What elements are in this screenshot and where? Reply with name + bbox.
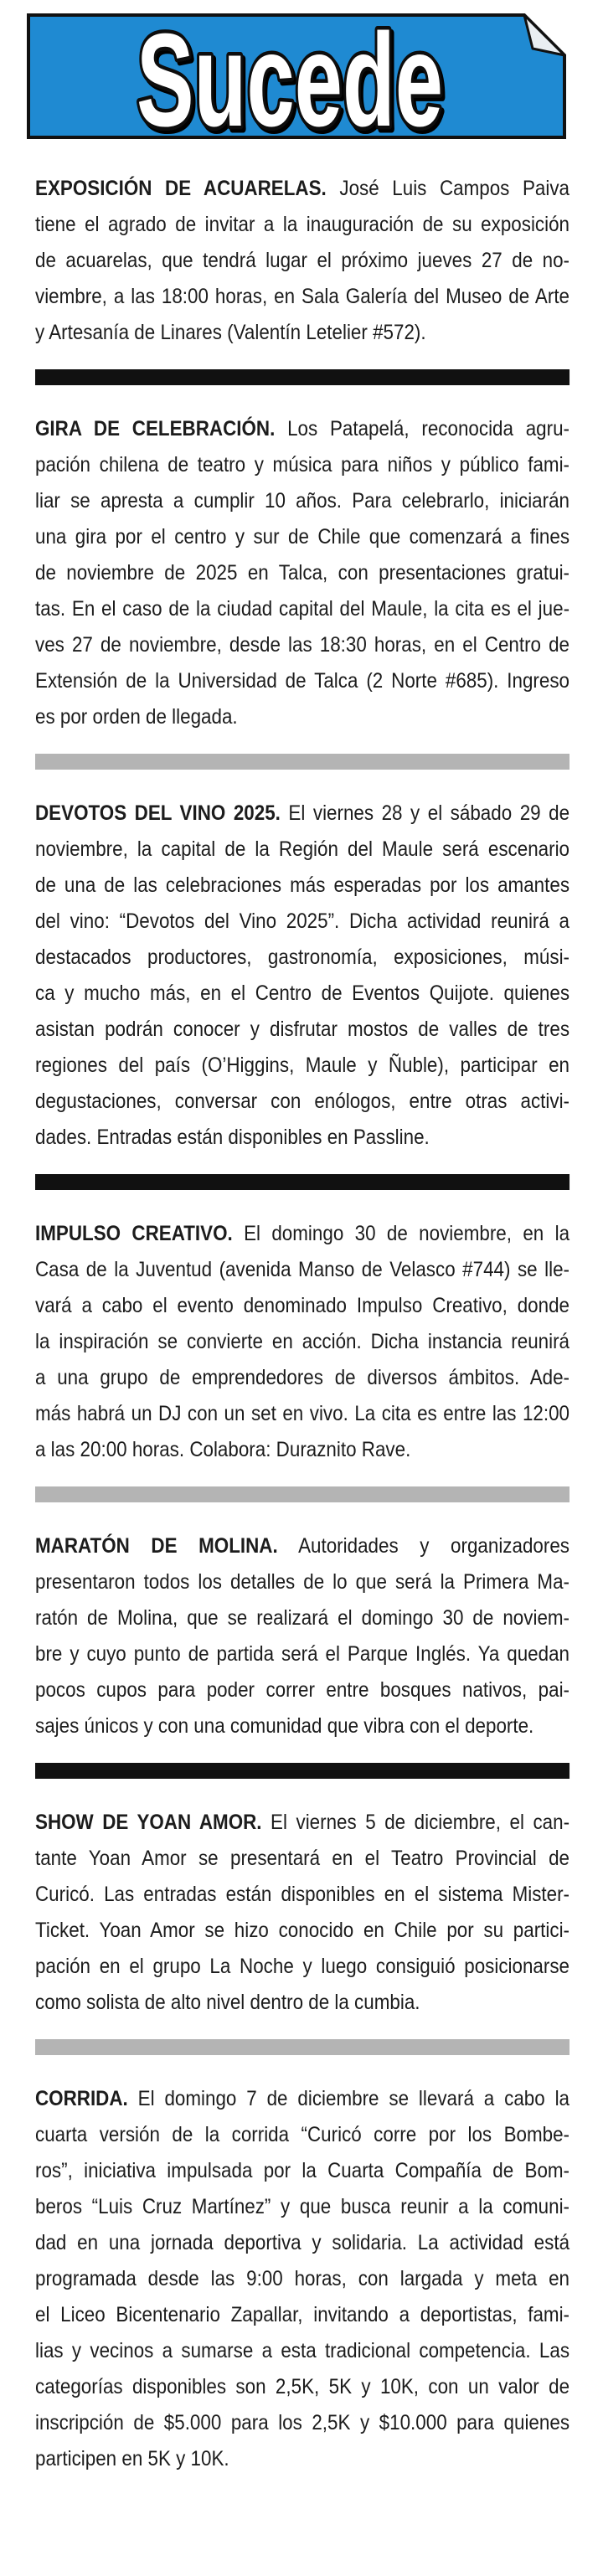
separator-bar (35, 754, 570, 770)
news-item-devotos-del-vino (35, 796, 570, 1156)
item-title: GIRA DE CELEBRACIÓN. (35, 417, 276, 440)
text-line: bre y cuyo punto de partida será el Parque Inglés. Ya quedan (35, 1642, 570, 1666)
text-line: participen en 5K y 10K. (35, 2447, 229, 2470)
text-line: una gira por el centro y sur de Chile que comenzará a fines (35, 525, 570, 549)
text-line: regiones del país (O’Higgins, Maule y Ñuble), participar en (35, 1054, 570, 1077)
text-line: la inspiración se convierte en acción. Dicha instancia reunirá (35, 1330, 570, 1353)
separator-bar (35, 2039, 570, 2055)
news-item-exposicion-acuarelas (35, 171, 570, 351)
text-line: destacados productores, gastronomía, exposiciones, músi- (35, 945, 570, 969)
text-line: ratón de Molina, que se realizará el domingo 30 de noviem- (35, 1606, 570, 1630)
text-line: pación en el grupo La Noche y luego consiguió posicionarse (35, 1955, 570, 1978)
text-line (35, 796, 570, 832)
text-line: es por orden de llegada. (35, 705, 238, 729)
text-line: categorías disponibles son 2,5K, 5K y 10K, con un valor de (35, 2375, 570, 2398)
text-segment: El viernes 5 de diciembre, el can- (271, 1811, 570, 1834)
text-line: tante Yoan Amor se presentará en el Teatro Provincial de (35, 1847, 570, 1870)
text-line (35, 1216, 570, 1252)
text-line (35, 1528, 570, 1564)
news-item-impulso-creativo (35, 1216, 570, 1468)
text-line: dad en una jornada deportiva y solidaria. La actividad está (35, 2231, 570, 2254)
text-line: programada desde las 9:00 horas, con largada y meta en (35, 2267, 570, 2290)
text-line: Ticket. Yoan Amor se hizo conocido en Chile por su partici- (35, 1919, 570, 1942)
separator-bar (35, 1763, 570, 1779)
text-line: más habrá un DJ con un set en vivo. La cita es entre las 12:00 (35, 1402, 570, 1425)
item-title: MARATÓN DE MOLINA. (35, 1534, 278, 1558)
text-line: lias y vecinos a sumarse a esta tradicional competencia. Las (35, 2339, 570, 2362)
text-line: el Liceo Bicentenario Zapallar, invitando a deportistas, fami- (35, 2303, 570, 2326)
text-line: inscripción de $5.000 para los 2,5K y $10.000 para quienes (35, 2411, 570, 2434)
item-title: CORRIDA. (35, 2087, 128, 2110)
text-segment: Autoridades y organizadores (298, 1534, 570, 1558)
separator-bar (35, 369, 570, 385)
text-line: viembre, a las 18:00 horas, en Sala Galería del Museo de Arte (35, 285, 570, 308)
text-line: noviembre, la capital de la Región del Maule será escenario (35, 837, 570, 861)
item-title: EXPOSICIÓN DE ACUARELAS. (35, 177, 327, 200)
text-line: ros”, iniciativa impulsada por la Cuarta Compañía de Bom- (35, 2159, 570, 2182)
text-line (35, 411, 570, 447)
text-line: como solista de alto nivel dentro de la cumbia. (35, 1991, 420, 2014)
text-line: Curicó. Las entradas están disponibles en el sistema Mister- (35, 1883, 570, 1906)
separator-bar (35, 1174, 570, 1190)
text-line: y Artesanía de Linares (Valentín Letelier #572). (35, 321, 426, 344)
news-item-show-yoan-amor (35, 1805, 570, 2021)
text-line: del vino: “Devotos del Vino 2025”. Dicha actividad reunirá a (35, 909, 570, 933)
section-banner (0, 0, 603, 151)
text-line: tiene el agrado de invitar a la inauguración de su exposición (35, 213, 570, 236)
item-title: DEVOTOS DEL VINO 2025. (35, 801, 281, 825)
text-line: de acuarelas, que tendrá lugar el próximo jueves 27 de no- (35, 249, 570, 272)
text-line: ca y mucho más, en el Centro de Eventos Quijote. quienes (35, 981, 570, 1005)
text-line: degustaciones, conversar con enólogos, entre otras activi- (35, 1090, 570, 1113)
text-line: presentaron todos los detalles de lo que será la Primera Ma- (35, 1570, 570, 1594)
text-line (35, 1805, 570, 1841)
text-line: de una de las celebraciones más esperadas por los amantes (35, 873, 570, 897)
separator-bar (35, 1486, 570, 1502)
text-line: sajes únicos y con una comunidad que vibra con el deporte. (35, 1714, 534, 1738)
text-line: Extensión de la Universidad de Talca (2 Norte #685). Ingreso (35, 669, 570, 693)
text-segment: El domingo 7 de diciembre se llevará a cabo la (137, 2087, 570, 2110)
text-segment: José Luis Campos Paiva (339, 177, 570, 200)
news-item-gira-celebracion (35, 411, 570, 735)
text-segment: El domingo 30 de noviembre, en la (244, 1222, 570, 1245)
text-line: liar se apresta a cumplir 10 años. Para celebrarlo, iniciarán (35, 489, 570, 513)
text-line (35, 171, 570, 207)
news-column (35, 171, 570, 2477)
text-segment: El viernes 28 y el sábado 29 de (288, 801, 570, 825)
text-line: cuarta versión de la corrida “Curicó corre por los Bombe- (35, 2123, 570, 2146)
text-line: pocos cupos para poder correr entre bosques nativos, pai- (35, 1678, 570, 1702)
text-line: dades. Entradas están disponibles en Passline. (35, 1126, 430, 1149)
text-line: vará a cabo el evento denominado Impulso Creativo, donde (35, 1294, 570, 1317)
text-segment: Los Patapelá, reconocida agru- (287, 417, 570, 440)
text-line: ves 27 de noviembre, desde las 18:30 horas, en el Centro de (35, 633, 570, 657)
text-line: a una grupo de emprendedores de diversos ámbitos. Ade- (35, 1366, 570, 1389)
section-title: Sucede (137, 7, 443, 151)
news-item-maraton-molina (35, 1528, 570, 1744)
item-title: IMPULSO CREATIVO. (35, 1222, 233, 1245)
text-line: pación chilena de teatro y música para niños y público fami- (35, 453, 570, 477)
text-line: Casa de la Juventud (avenida Manso de Velasco #744) se lle- (35, 1258, 570, 1281)
text-line: beros “Luis Cruz Martínez” y que busca reunir a la comuni- (35, 2195, 570, 2218)
news-item-corrida (35, 2081, 570, 2477)
text-line: tas. En el caso de la ciudad capital del Maule, la cita es el jue- (35, 597, 570, 621)
text-line: asistan podrán conocer y disfrutar mostos de valles de tres (35, 1018, 570, 1041)
item-title: SHOW DE YOAN AMOR. (35, 1811, 262, 1834)
text-line: de noviembre de 2025 en Talca, con presentaciones gratui- (35, 561, 570, 585)
text-line (35, 2081, 570, 2117)
text-line: a las 20:00 horas. Colabora: Duraznito Rave. (35, 1438, 411, 1461)
